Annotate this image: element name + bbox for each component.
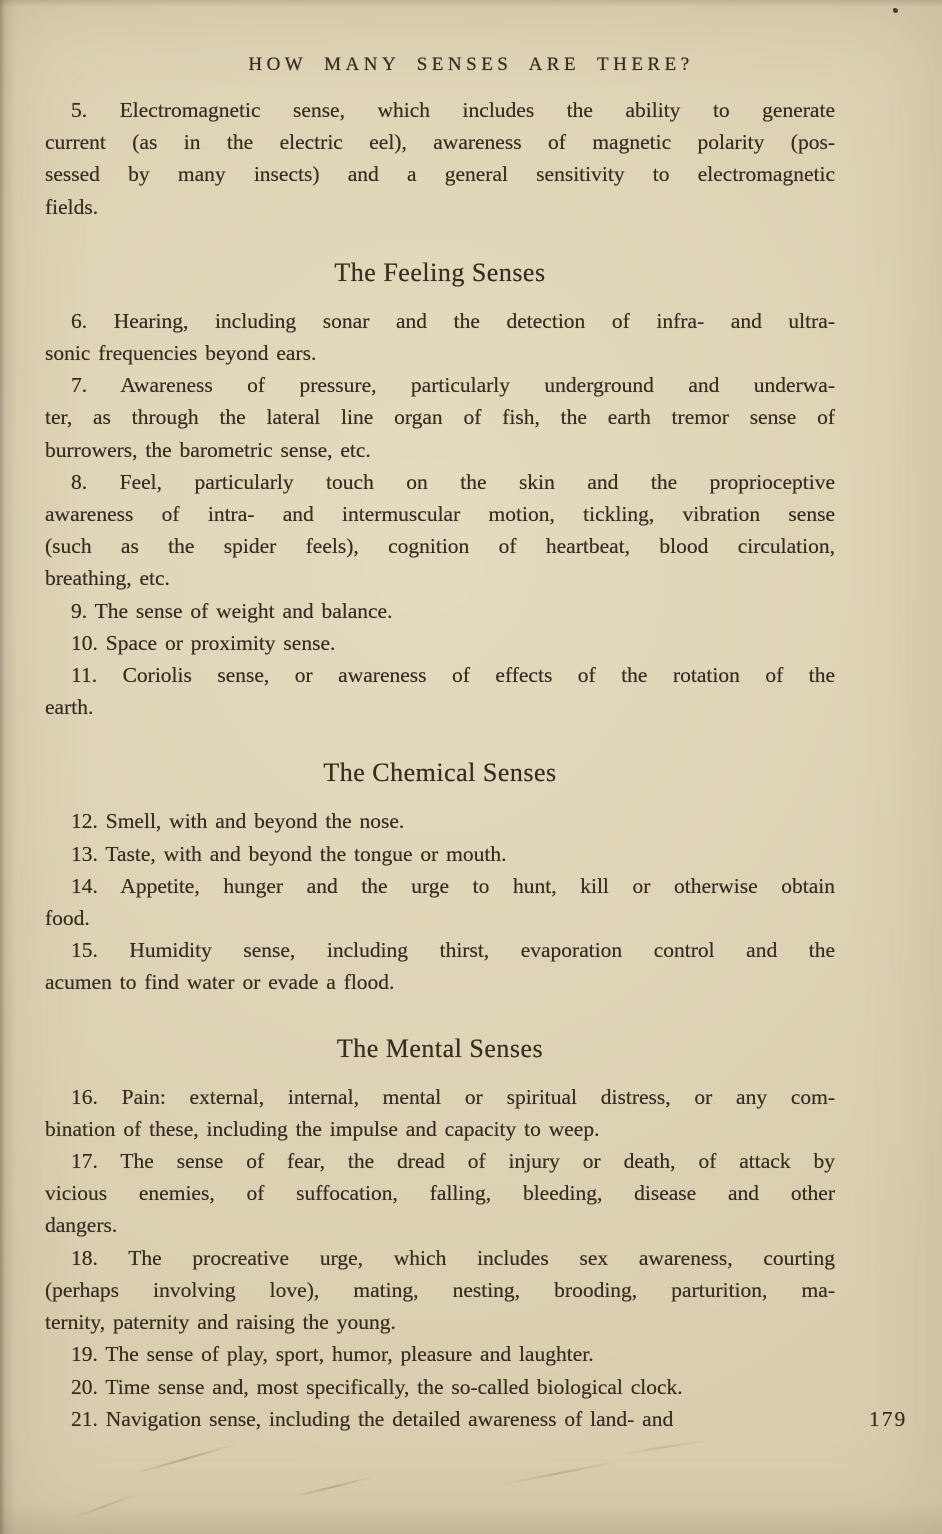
paragraph xyxy=(45,870,835,934)
text-line: bination of these, including the impulse and capacity to weep. xyxy=(45,1116,600,1141)
ink-speck xyxy=(893,8,898,13)
text-line: 17. The sense of fear, the dread of injury or death, of attack by xyxy=(71,1149,835,1174)
text-line: fields. xyxy=(45,194,99,219)
paragraph xyxy=(45,466,835,595)
paragraph xyxy=(45,305,835,369)
text-line: awareness of intra- and intermuscular motion, tickling, vibration sense xyxy=(45,502,835,527)
paper-scratch xyxy=(72,1493,138,1519)
paragraph xyxy=(45,1403,908,1435)
text-line: 19. The sense of play, sport, humor, pleasure and laughter. xyxy=(71,1342,594,1367)
text-line: 8. Feel, particularly touch on the skin and the proprioceptive xyxy=(71,469,835,494)
text-line: 18. The procreative urge, which includes sex awareness, courting xyxy=(71,1245,835,1270)
text-line: 9. The sense of weight and balance. xyxy=(71,598,393,623)
text-line: 6. Hearing, including sonar and the detection of infra- and ultra- xyxy=(71,308,835,333)
text-line: (perhaps involving love), mating, nesting, brooding, parturition, ma- xyxy=(45,1277,835,1302)
text-line: sonic frequencies beyond ears. xyxy=(45,341,317,366)
text-line: 10. Space or proximity sense. xyxy=(71,630,336,655)
paper-scratch xyxy=(132,1443,238,1475)
text-line: 14. Appetite, hunger and the urge to hunt, kill or otherwise obtain xyxy=(71,873,835,898)
text-line: 21. Navigation sense, including the detailed awareness of land- and 179 xyxy=(45,1403,835,1435)
paragraph xyxy=(45,934,835,998)
text-line: 5. Electromagnetic sense, which includes the ability to generate xyxy=(71,98,835,122)
paragraph xyxy=(45,595,835,627)
paragraph xyxy=(45,1242,835,1339)
text-line: 20. Time sense and, most specifically, the so-called biological clock. xyxy=(71,1374,683,1399)
paper-scratch xyxy=(291,1476,374,1499)
paragraph xyxy=(45,1145,835,1242)
paragraph xyxy=(45,1081,835,1145)
text-line: acumen to find water or evade a flood. xyxy=(45,970,395,995)
section-heading: The Mental Senses xyxy=(336,1033,544,1063)
text-line: 16. Pain: external, internal, mental or spiritual distress, or any com- xyxy=(71,1084,835,1109)
text-line: earth. xyxy=(45,695,94,720)
text-line: vicious enemies, of suffocation, falling, bleeding, disease and other xyxy=(45,1181,835,1206)
text-line: breathing, etc. xyxy=(45,566,170,591)
text-line: current (as in the electric eel), awareness of magnetic polarity (pos- xyxy=(45,130,835,155)
paragraph xyxy=(45,369,835,466)
paper-scratch xyxy=(501,1461,619,1486)
text-line: ter, as through the lateral line organ of fish, the earth tremor sense of xyxy=(45,405,835,430)
text-line: burrowers, the barometric sense, etc. xyxy=(45,437,371,462)
text-line: food. xyxy=(45,906,90,931)
running-head: HOW MANY SENSES ARE THERE? xyxy=(248,54,694,75)
paragraph xyxy=(45,627,835,659)
paragraph xyxy=(45,1338,835,1370)
paragraph xyxy=(45,659,835,723)
text-line: 15. Humidity sense, including thirst, evaporation control and the xyxy=(71,938,835,963)
paper-scratch xyxy=(620,1439,709,1455)
page-number: 179 xyxy=(869,1406,908,1431)
paragraph xyxy=(45,805,835,837)
text-line: 7. Awareness of pressure, particularly underground and underwa- xyxy=(71,373,835,398)
paragraph xyxy=(45,94,835,223)
text-line: 12. Smell, with and beyond the nose. xyxy=(71,809,405,834)
section-heading: The Feeling Senses xyxy=(334,257,546,287)
text-line: (such as the spider feels), cognition of heartbeat, blood circulation, xyxy=(45,534,835,559)
text-line: sessed by many insects) and a general sensitivity to electromagnetic xyxy=(45,162,835,187)
text-line: 13. Taste, with and beyond the tongue or mouth. xyxy=(71,841,507,866)
text-line: dangers. xyxy=(45,1213,118,1238)
section-heading: The Chemical Senses xyxy=(323,758,557,788)
paragraph xyxy=(45,1371,835,1403)
text-line: ternity, paternity and raising the young. xyxy=(45,1310,396,1335)
paragraph xyxy=(45,838,835,870)
page-content xyxy=(45,94,908,1435)
text-line: 11. Coriolis sense, or awareness of effects of the rotation of the xyxy=(71,663,835,688)
